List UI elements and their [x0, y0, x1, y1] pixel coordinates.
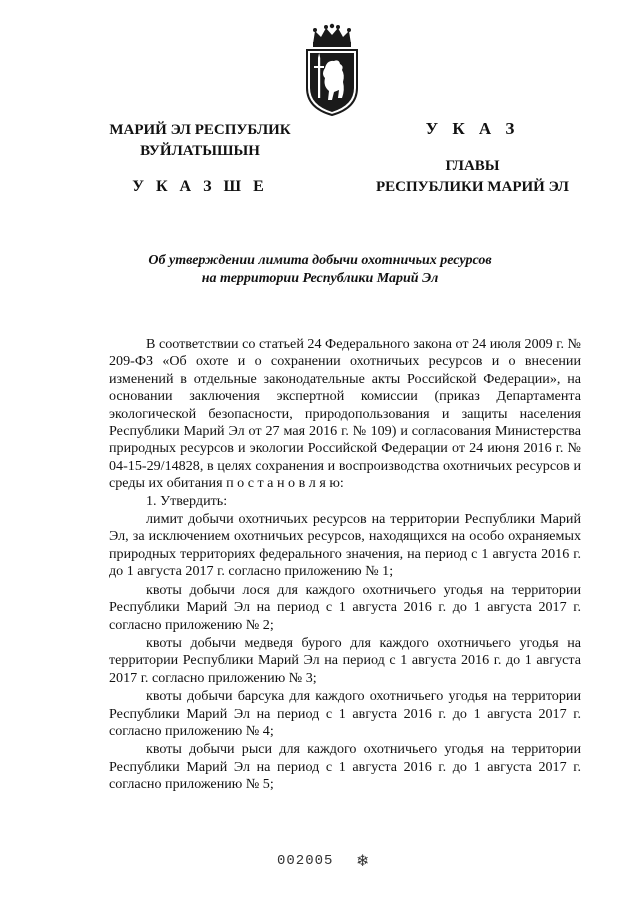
header-right-line2: РЕСПУБЛИКИ МАРИЙ ЭЛ [375, 179, 569, 195]
snowflake-icon: ❄ [356, 851, 370, 870]
document-title [90, 252, 550, 288]
header-right-title: У К А З [425, 119, 520, 138]
coat-of-arms-icon [299, 22, 365, 118]
header-left-title: У К А З Ш Е [132, 178, 268, 195]
list-item: квоты добычи медведя бурого для каждого охотничьего угодья на территории Республики Марий Эл на период с 1 августа 2016 г. до 1 августа 2017 г. согласно приложению № 3; [109, 634, 581, 686]
list-item: квоты добычи барсука для каждого охотничьего угодья на территории Республики Марий Эл на период с 1 августа 2016 г. до 1 августа 2017 г. согласно приложению № 4; [109, 688, 581, 739]
document-title-line2: на территории Республики Марий Эл [201, 271, 439, 286]
header-left-line2: ВУЙЛАТЫШЫН [140, 143, 260, 159]
serial-number: 002005 [277, 853, 334, 869]
header-left-line1: МАРИЙ ЭЛ РЕСПУБЛИК [109, 122, 291, 138]
header-right [355, 118, 590, 198]
header-left [100, 120, 300, 197]
list-item: квоты добычи лося для каждого охотничьего угодья на территории Республики Марий Эл на период с 1 августа 2016 г. до 1 августа 2017 г. согласно приложению № 2; [109, 581, 581, 633]
document-title-line1: Об утверждении лимита добычи охотничьих ресурсов [148, 253, 492, 268]
list-item: лимит добычи охотничьих ресурсов на территории Республики Марий Эл, за исключением охотничьих ресурсов, находящихся на особо охраняемых природных территориях федерального значения, на период с 1 августа 2016 г. до 1 августа 2017 г. согласно приложению № 1; [109, 511, 581, 580]
header-right-line1: ГЛАВЫ [445, 158, 500, 174]
document-body [109, 336, 581, 794]
intro-paragraph: В соответствии со статьей 24 Федерального закона от 24 июля 2009 г. № 209-ФЗ «Об охоте и о сохранении охотничьих ресурсов и о внесении изменений в отдельные законодательные акты Российской Федерации», на основании заключения экспертной комиссии (приказ Департамента экологической безопасности, природопользования и защиты населения Республики Марий Эл от 27 мая 2016 г. № 109) и согласования Министерства природных ресурсов и экологии Российской Федерации от 24 июня 2016 г. № 04-15-29/14828, в целях сохранения и воспроизводства охотничьих ресурсов и среды их обитания п о с т а н о в л я ю: [109, 336, 581, 492]
list-item: квоты добычи рыси для каждого охотничьего угодья на территории Республики Марий Эл на период с 1 августа 2016 г. до 1 августа 2017 г. согласно приложению № 5; [109, 741, 581, 793]
point-1-heading: 1. Утвердить: [146, 492, 228, 509]
